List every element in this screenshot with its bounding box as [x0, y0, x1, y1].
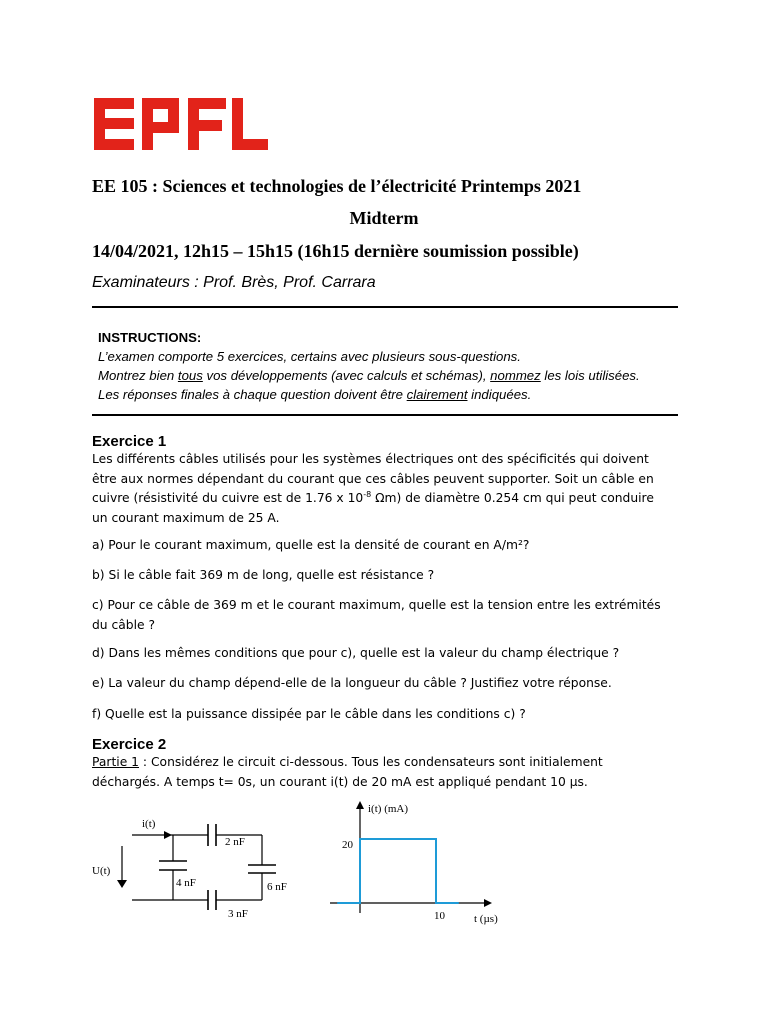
course-title: EE 105 : Sciences et technologies de l’électricité Printemps 2021 [92, 176, 582, 196]
exercise-2-title: Exercice 2 [92, 736, 167, 753]
capacitor-top-label: 2 nF [225, 836, 245, 848]
capacitor-right-label: 6 nF [267, 881, 287, 893]
instructions-line: Les réponses finales à chaque question doivent être clairement indiquées. [98, 387, 532, 402]
current-label: i(t) [142, 818, 156, 830]
question-e: e) La valeur du champ dépend-elle de la longueur du câble ? Justifiez votre réponse. [92, 676, 612, 690]
partie-1-label: Partie 1 [92, 755, 139, 769]
instructions-box [98, 328, 640, 404]
capacitor-left-label: 4 nF [176, 877, 196, 889]
circuit-diagram [80, 810, 310, 930]
voltage-label: U(t) [92, 865, 111, 877]
question-c: c) Pour ce câble de 369 m et le courant maximum, quelle est la tension entre les extrémités du câble ? [92, 598, 661, 632]
question-d: d) Dans les mêmes conditions que pour c), quelle est la valeur du champ électrique ? [92, 646, 620, 660]
instructions-line: L’examen comporte 5 exercices, certains avec plusieurs sous-questions. [98, 349, 521, 364]
question-b: b) Si le câble fait 369 m de long, quelle est résistance ? [92, 568, 435, 582]
epfl-logo [94, 98, 268, 150]
instructions-line: Montrez bien tous vos développements (avec calculs et schémas), nommez les lois utilisées. [98, 368, 640, 383]
voltage-arrow-head [117, 880, 127, 888]
y-axis-arrow [356, 801, 364, 809]
divider-bottom [92, 414, 678, 416]
x-tick-label: 10 [434, 910, 445, 922]
divider-top [92, 306, 678, 308]
y-axis-label: i(t) (mA) [368, 803, 409, 815]
exercise-1-intro: Les différents câbles utilisés pour les systèmes électriques ont des spécificités qui doivent être aux normes dépendant du courant que ces câbles peuvent supporter. Soit un câble en cuivre (résistivité du cuivre est de 1.76 x $10^{-8}$ Ωm) de diamètre 0.254 cm qui peut conduire un courant maximum de 25 A. [92, 452, 654, 525]
series-line [337, 839, 459, 903]
x-axis-label: t (µs) [474, 913, 498, 925]
exercise-1-title: Exercice 1 [92, 433, 167, 450]
exercise-2-intro: Partie 1 : Considérez le circuit ci-dessous. Tous les condensateurs sont initialement déchargés. A temps t= 0s, un courant i(t) de 20 mA est appliqué pendant 10 µs. [92, 755, 603, 789]
current-pulse-chart [320, 795, 510, 930]
exam-datetime: 14/04/2021, 12h15 – 15h15 (16h15 dernière soumission possible) [92, 241, 579, 261]
y-tick-label: 20 [342, 839, 353, 851]
exam-subtitle: Midterm [349, 208, 419, 228]
current-arrow-head [164, 831, 172, 839]
examiners: Examinateurs : Prof. Brès, Prof. Carrara [92, 274, 376, 291]
capacitor-bottom-label: 3 nF [228, 908, 248, 920]
instructions-heading: INSTRUCTIONS: [98, 330, 202, 345]
x-axis-arrow [484, 899, 492, 907]
question-f: f) Quelle est la puissance dissipée par le câble dans les conditions c) ? [92, 707, 526, 721]
question-a: a) Pour le courant maximum, quelle est la densité de courant en A/m²? [92, 538, 530, 552]
